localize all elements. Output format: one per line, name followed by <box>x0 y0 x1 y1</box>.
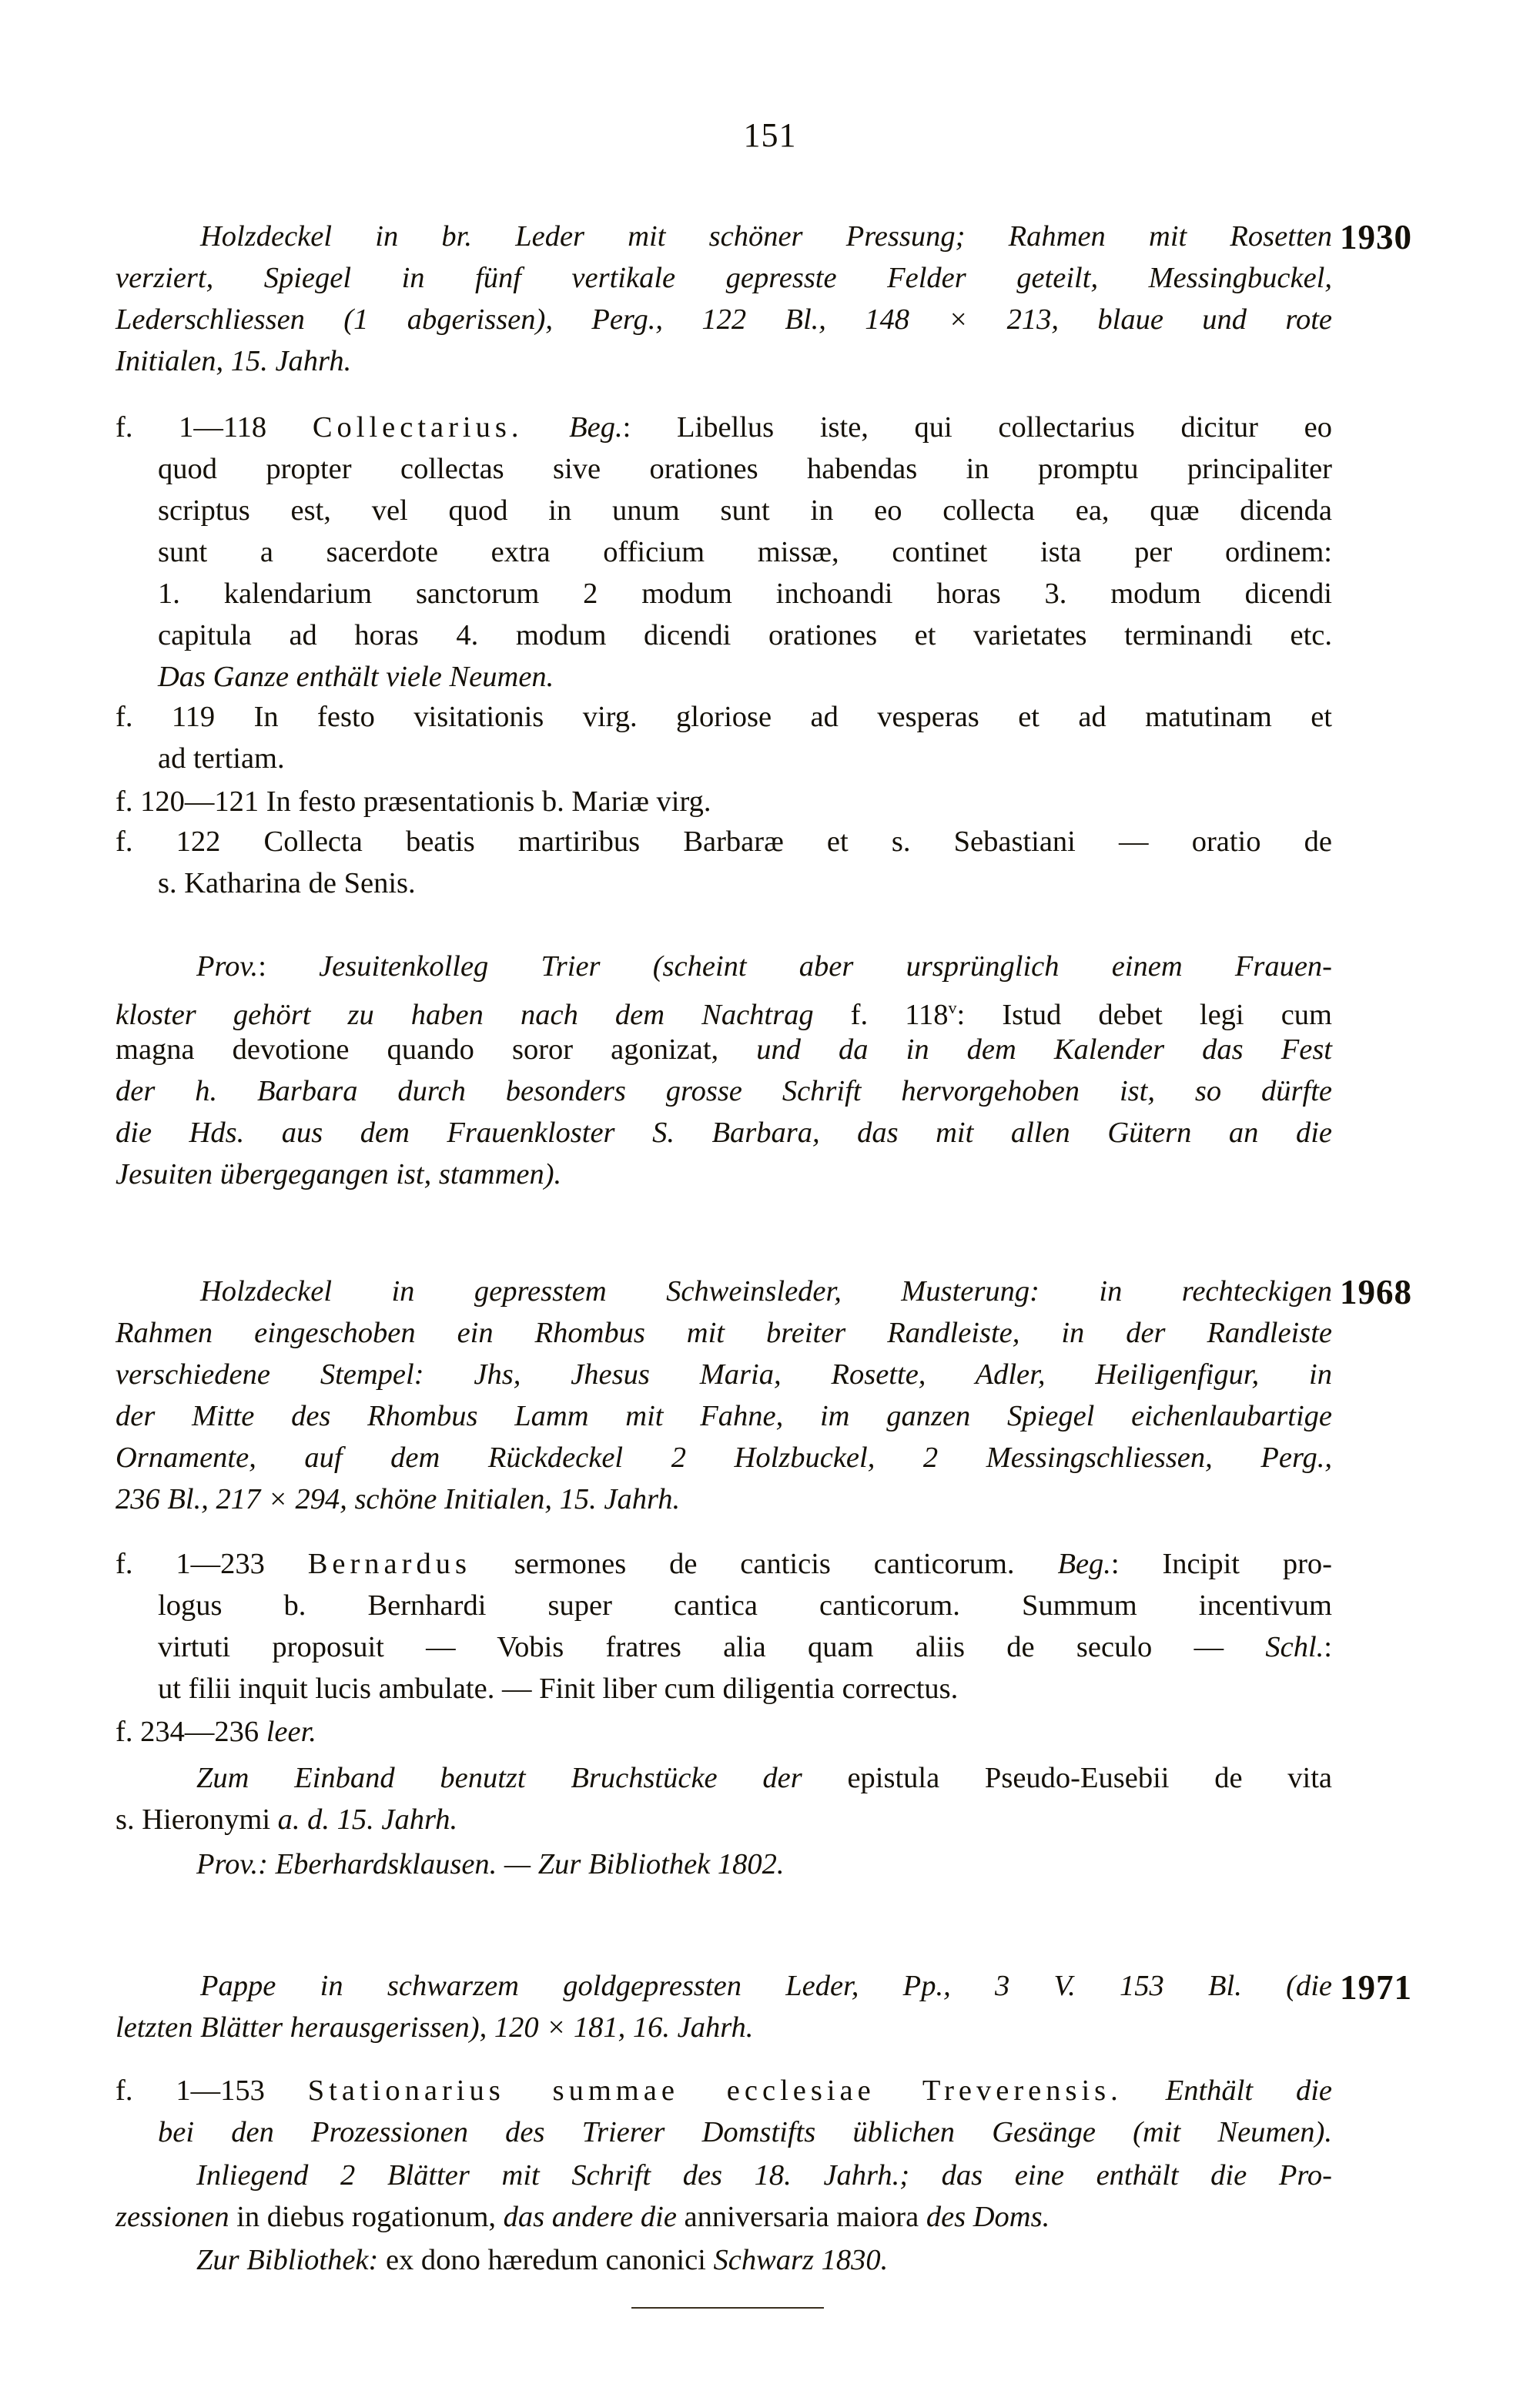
text-line <box>116 1112 1332 1154</box>
italic-text: Enthält die <box>1165 2075 1332 2107</box>
roman-text: ex dono hæredum canonici <box>378 2244 714 2276</box>
italic-text: verziert, Spiegel in fünf vertikale gepresste Felder geteilt, Messingbuckel, <box>116 262 1332 294</box>
text-line <box>116 1543 1332 1585</box>
text-line <box>116 2007 1332 2048</box>
roman-text: virtuti proposuit — Vobis fratres alia quam aliis de seculo — <box>158 1631 1266 1663</box>
italic-text: Das Ganze enthält viele Neumen. <box>158 661 554 693</box>
text-line <box>158 738 1332 779</box>
italic-text: Prov. <box>196 950 259 983</box>
text-line <box>116 2070 1332 2111</box>
roman-text: f. 234—236 <box>116 1716 266 1748</box>
italic-text: Initialen, 15. Jahrh. <box>116 345 352 377</box>
text-line <box>196 1843 1332 1885</box>
text-line <box>158 614 1332 656</box>
italic-text: die Hds. aus dem Frauenkloster S. Barbara, das mit allen Gütern an die <box>116 1117 1332 1149</box>
italic-text: Beg. <box>569 411 623 444</box>
text-line <box>116 696 1332 738</box>
italic-text: kloster gehört zu haben nach dem Nachtrag <box>116 999 814 1031</box>
text-line <box>196 2155 1332 2196</box>
italic-text: a. d. 15. Jahrh. <box>277 1803 458 1836</box>
text-line <box>158 656 1332 698</box>
roman-text: f. 119 In festo visitationis virg. gloriose ad vesperas et ad matutinam et <box>116 701 1332 733</box>
roman-text: epistula Pseudo-Eusebii de vita <box>802 1762 1333 1794</box>
text-line <box>158 1585 1332 1626</box>
italic-text: Zum Einband benutzt Bruchstücke der <box>196 1762 802 1794</box>
roman-text: quod propter collectas sive orationes habendas in promptu principaliter <box>158 453 1332 485</box>
italic-text: Jesuiten übergegangen ist, stammen). <box>116 1158 562 1190</box>
text-line <box>158 1626 1332 1668</box>
shelf-number: 1968 <box>1340 1273 1412 1311</box>
text-line <box>158 490 1332 531</box>
italic-text: Pappe in schwarzem goldgepressten Leder, Pp., 3 V. 153 Bl. (die <box>200 1970 1332 2002</box>
text-line <box>116 1312 1332 1354</box>
text-line <box>200 216 1332 257</box>
text-line <box>116 1799 1332 1840</box>
italic-text: Inliegend 2 Blätter mit Schrift des 18. Jahrh.; das eine enthält die Pro- <box>196 2159 1332 2192</box>
italic-text: Holzdeckel in br. Leder mit schöner Pressung; Rahmen mit Rosetten <box>200 220 1332 253</box>
text-line <box>158 1668 1332 1709</box>
text-line <box>116 1711 1332 1753</box>
text-line <box>116 1395 1332 1437</box>
roman-text: capitula ad horas 4. modum dicendi orationes et varietates terminandi etc. <box>158 619 1332 651</box>
italic-text: 236 Bl., 217 × 294, schöne Initialen, 15. Jahrh. <box>116 1483 681 1515</box>
italic-text: Jesuitenkolleg Trier (scheint aber ursprünglich einem Frauen- <box>319 950 1332 983</box>
italic-text: zessionen <box>116 2201 229 2233</box>
roman-text: : Incipit pro- <box>1110 1548 1333 1580</box>
italic-text: Beg. <box>1057 1548 1111 1580</box>
text-line <box>158 862 1332 904</box>
text-line <box>200 1965 1332 2007</box>
text-line <box>116 257 1332 299</box>
roman-text <box>1123 2075 1166 2107</box>
italic-text: Lederschliessen (1 abgerissen), Perg., 122 Bl., 148 × 213, blaue und rote <box>116 303 1332 336</box>
text-line <box>196 946 1332 987</box>
text-line <box>116 1354 1332 1395</box>
text-line <box>158 448 1332 490</box>
text-line <box>116 299 1332 340</box>
roman-text: ad tertiam. <box>158 742 285 775</box>
italic-text: Prov.: Eberhardsklausen. — Zur Bibliothek 1802. <box>196 1848 785 1880</box>
superscript: v <box>948 998 957 1017</box>
italic-text: Rahmen eingeschoben ein Rhombus mit breiter Randleiste, in der Randleiste <box>116 1317 1332 1349</box>
roman-text: f. 120—121 In festo præsentationis b. Mariæ virg. <box>116 785 711 818</box>
spaced-title: Bernardus <box>307 1548 471 1580</box>
roman-text: magna devotione quando soror agonizat, <box>116 1033 757 1066</box>
text-line <box>196 1757 1332 1799</box>
text-line <box>158 531 1332 573</box>
text-line <box>200 1271 1332 1312</box>
italic-text: bei den Prozessionen des Trierer Domstifts üblichen Gesänge (mit Neumen). <box>158 2116 1332 2148</box>
italic-text: das andere die <box>503 2201 677 2233</box>
roman-text: anniversaria maiora <box>676 2201 926 2233</box>
roman-text: sermones de canticis canticorum. <box>470 1548 1058 1580</box>
spaced-title: Collectarius. <box>312 411 524 444</box>
roman-text: f. 118 <box>813 999 949 1031</box>
text-line <box>116 1154 1332 1195</box>
italic-text: der Mitte des Rhombus Lamm mit Fahne, im ganzen Spiegel eichenlaubartige <box>116 1400 1332 1432</box>
roman-text: : <box>1324 1631 1332 1663</box>
roman-text: f. 1—118 <box>116 411 313 444</box>
italic-text: verschiedene Stempel: Jhs, Jhesus Maria, Rosette, Adler, Heiligenfigur, in <box>116 1358 1332 1391</box>
italic-text: Zur Bibliothek: <box>196 2244 379 2276</box>
italic-text: letzten Blätter herausgerissen), 120 × 181, 16. Jahrh. <box>116 2011 754 2044</box>
italic-text: Schl. <box>1265 1631 1324 1663</box>
text-line <box>116 340 1332 382</box>
roman-text: sunt a sacerdote extra officium missæ, continet ista per ordinem: <box>158 536 1332 568</box>
roman-text: f. 1—153 <box>116 2075 308 2107</box>
roman-text: s. Katharina de Senis. <box>158 867 416 899</box>
roman-text: scriptus est, vel quod in unum sunt in eo collecta ea, quæ dicenda <box>158 494 1332 527</box>
italic-text: leer. <box>266 1716 316 1748</box>
shelf-number: 1971 <box>1340 1968 1412 2007</box>
text-line <box>116 1029 1332 1070</box>
italic-text: Holzdeckel in gepresstem Schweinsleder, Musterung: in rechteckigen <box>200 1275 1332 1308</box>
roman-text: f. 1—233 <box>116 1548 308 1580</box>
text-line <box>116 987 1332 1029</box>
text-line <box>116 1070 1332 1112</box>
italic-text: Ornamente, auf dem Rückdeckel 2 Holzbuckel, 2 Messingschliessen, Perg., <box>116 1442 1332 1474</box>
text-line <box>116 1478 1332 1520</box>
roman-text: : Istud debet legi cum <box>956 999 1332 1031</box>
text-line <box>116 781 1332 822</box>
roman-text: s. Hieronymi <box>116 1803 278 1836</box>
text-line <box>116 407 1332 448</box>
italic-text: der h. Barbara durch besonders grosse Schrift hervorgehoben ist, so dürfte <box>116 1075 1332 1107</box>
roman-text <box>524 411 570 444</box>
italic-text: Schwarz 1830. <box>713 2244 889 2276</box>
roman-text: in diebus rogationum, <box>229 2201 504 2233</box>
roman-text: : <box>258 950 320 983</box>
roman-text: 1. kalendarium sanctorum 2 modum inchoandi horas 3. modum dicendi <box>158 578 1332 610</box>
text-line <box>158 2111 1332 2153</box>
italic-text: des Doms. <box>926 2201 1050 2233</box>
italic-text: und da in dem Kalender das Fest <box>756 1033 1333 1066</box>
roman-text: : Libellus iste, qui collectarius dicitur eo <box>622 411 1332 444</box>
page-number: 151 <box>743 116 797 154</box>
text-line <box>196 2239 1332 2281</box>
end-rule <box>631 2307 824 2309</box>
shelf-number: 1930 <box>1340 218 1412 256</box>
text-line <box>158 573 1332 614</box>
roman-text: logus b. Bernhardi super cantica canticorum. Summum incentivum <box>158 1589 1332 1622</box>
roman-text: ut filii inquit lucis ambulate. — Finit liber cum diligentia correctus. <box>158 1673 959 1705</box>
spaced-title: Stationarius summae ecclesiae Treverensis. <box>307 2075 1123 2107</box>
text-line <box>116 1437 1332 1478</box>
text-line <box>116 2196 1332 2238</box>
text-line <box>116 821 1332 862</box>
roman-text: f. 122 Collecta beatis martiribus Barbaræ et s. Sebastiani — oratio de <box>116 825 1332 858</box>
